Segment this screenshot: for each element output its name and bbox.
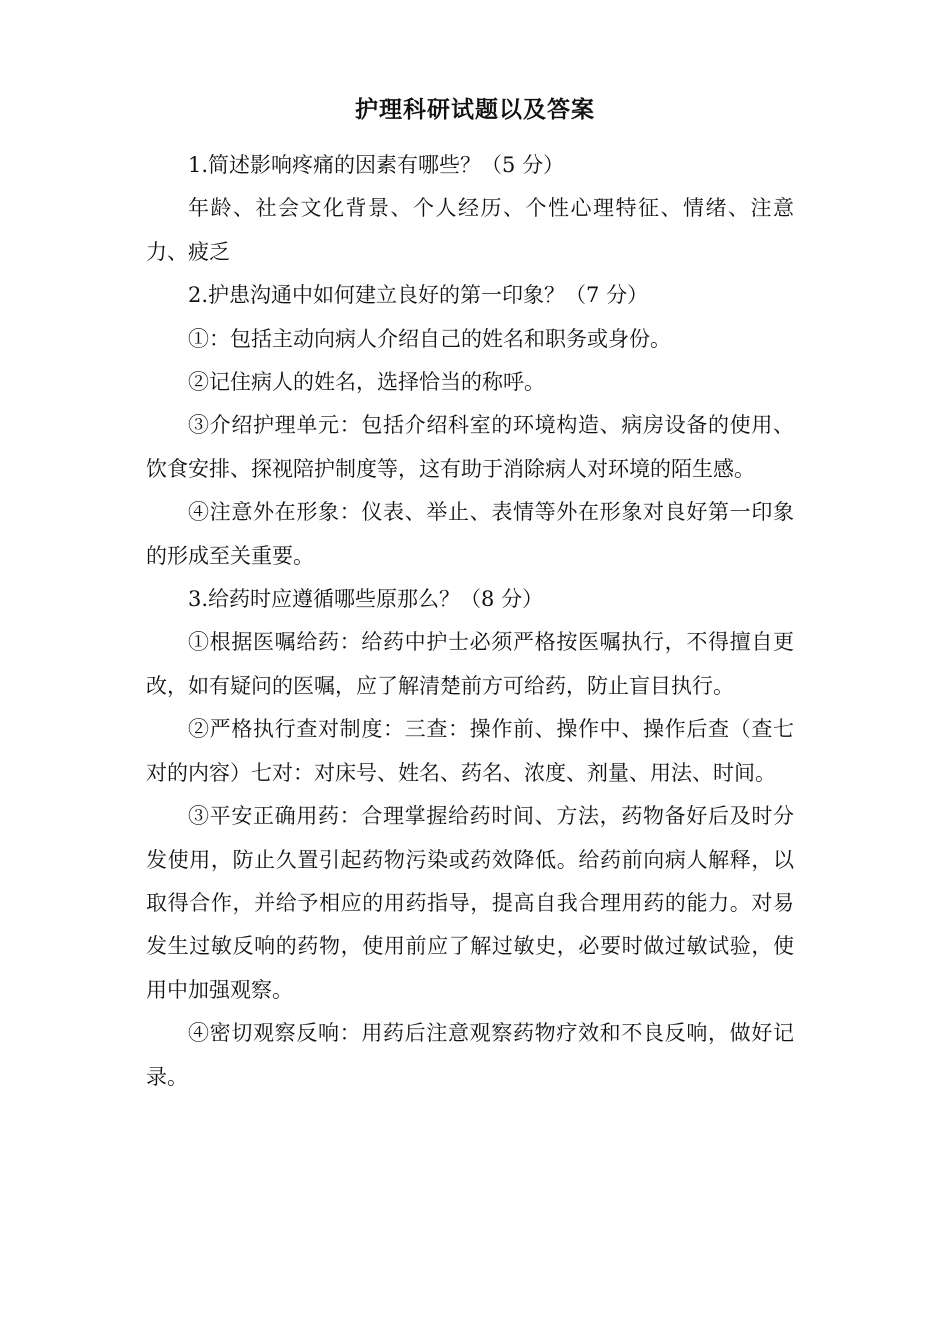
answer-2-point-2: ②记住病人的姓名，选择恰当的称呼。 [188, 370, 545, 395]
answer-1: 年龄、社会文化背景、个人经历、个性心理特征、情绪、注意力、疲乏 [146, 196, 794, 264]
answer-3-point-1: ①根据医嘱给药：给药中护士必须严格按医嘱执行，不得擅自更改，如有疑问的医嘱，应了解清楚前方可给药，防止盲目执行。 [146, 630, 794, 698]
answer-2-point-1: ①：包括主动向病人介绍自己的姓名和职务或身份。 [188, 326, 671, 351]
answer-2-point-4: ④注意外在形象：仪表、举止、表情等外在形象对良好第一印象的形成至关重要。 [146, 500, 794, 568]
document-body [146, 144, 794, 1099]
question-2: 2.护患沟通中如何建立良好的第一印象？（7 分） [188, 283, 649, 308]
answer-2-point-3: ③介绍护理单元：包括介绍科室的环境构造、病房设备的使用、饮食安排、探视陪护制度等，这有助于消除病人对环境的陌生感。 [146, 413, 794, 481]
question-3: 3.给药时应遵循哪些原那么？（8 分） [188, 587, 544, 612]
answer-3-point-2: ②严格执行查对制度：三查：操作前、操作中、操作后查（查七对的内容）七对：对床号、姓名、药名、浓度、剂量、用法、时间。 [146, 717, 794, 785]
answer-3-point-4: ④密切观察反响：用药后注意观察药物疗效和不良反响，做好记录。 [146, 1021, 794, 1089]
question-1: 1.简述影响疼痛的因素有哪些？（5 分） [188, 153, 565, 177]
document-title: 护理科研试题以及答案 [355, 97, 595, 123]
answer-3-point-3: ③平安正确用药：合理掌握给药时间、方法，药物备好后及时分发使用，防止久置引起药物污染或药效降低。给药前向病人解释，以取得合作，并给予相应的用药指导，提高自我合理用药的能力。对易发生过敏反响的药物，使用前应了解过敏史，必要时做过敏试验，使用中加强观察。 [146, 804, 794, 1002]
